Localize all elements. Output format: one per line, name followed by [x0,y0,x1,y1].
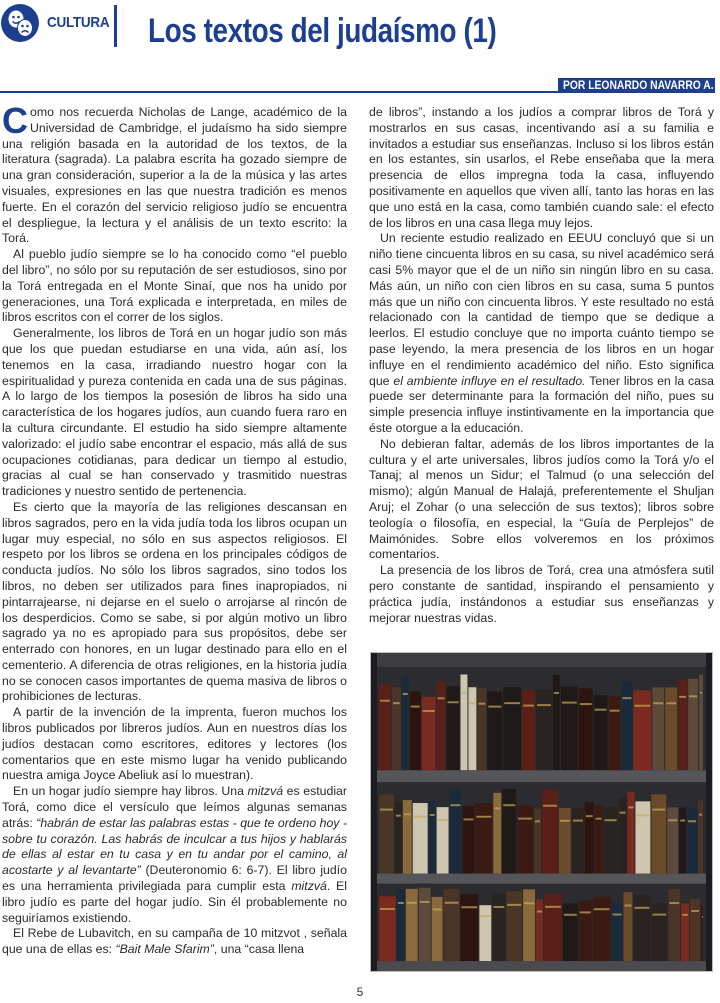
bookshelf-photo [370,652,713,972]
book-spine-gilding [448,701,459,703]
book-spine [665,687,677,770]
book-spine [536,690,552,771]
book-spine-gilding [478,703,485,705]
book-spine-gilding [493,906,504,908]
page-header [0,0,720,60]
book-spine-gilding [461,906,477,908]
book-spine [542,790,558,874]
book-spine [559,808,571,874]
book-spine-gilding [494,807,500,809]
book-spine-gilding [423,710,435,712]
book-spine-gilding [476,816,491,818]
book-spine-gilding [545,906,561,908]
book-spine-gilding [636,814,649,816]
book-spine-gilding [445,902,459,904]
book-spine-gilding [518,818,532,820]
book-spine [468,687,476,770]
book-spine [612,903,623,961]
book-spine-gilding [580,911,591,913]
book-spine [633,690,651,770]
book-spine [429,801,436,874]
book-spine-gilding [503,804,515,806]
article-paragraph: No debieran faltar, además de los libros importantes de la cultura y el arte universales, libros judíos como la Torá y/o el Tanaj; al menos un Sidur; el Talmud (o una selección del mismo); algún Manual de Halajá, preferentemente el Shuljan Aruj; el Zohar (o una selección de sus textos); libros sobre teología o filosofía, en especial, la “Guía de Perplejos” de Maimónides. Sobre ellos volveremos en los próximos comentarios. [369,436,714,562]
book-spine [517,805,533,873]
article-paragraph: Un reciente estudio realizado en EEUU concluyó que si un niño tiene cincuenta libros en su casa, su nivel académico será casi 5% mayor que el de un niño sin ningún libro en su casa. Más aún, un niño con cien libros en su casa, suma 5 puntos más que un niño con cincuenta libros. Y este resultado no está relacionado con la cantidad de tiempo que se dedique a leerlos. El estudio concluye que no importa cuánto tiempo se pase leyendo, la mera presencia de los libros en un hogar influye en el rendimiento académico del niño. Esto significa que el ambiente influye en el resultado. Tener libros en la casa puede ser determinante para la formación del niño, pues su simple presencia influye instintivamente en la importancia que éste otorgue a la educación. [369,231,714,435]
book-spine [522,690,535,770]
book-spine-gilding [634,705,650,707]
book-spine-gilding [562,702,577,704]
book-spine-gilding [469,702,475,704]
book-spine [437,681,446,770]
book-spine-gilding [524,902,534,904]
book-spine [698,800,703,873]
book-spine [667,807,678,873]
article-paragraph: Es cierto que la mayoría de las religiones descansan en libros sagrados, pero en la vida judía toda los libros ocupan un lugar muy especial, no sólo en sus aspectos religiosos. El respeto por los libros se ordena en los principales códigos de conducta judíos. No sólo los libros sagrados, sino todos los libros, no deben ser utilizados para fines inapropiados, ni pintarrajearse, ni dejarse en el suelo o arrojarse al rincón de los desperdicios. Como se sabe, si por algún motivo un libro sagrado ya no es apropiado para sus propósitos, debe ser enterrado con honores, en un lugar destinado para ello en el cementerio. A diferencia de otras religiones, en la historia judía no se conocen casos importantes de quema masiva de libros o prohibiciones de lecturas. [2,499,347,704]
book-spine [687,809,697,874]
book-spine-gilding [430,814,435,816]
article-paragraph: El Rebe de Lubavitch, en su campaña de 10 mitzvot , señala que una de ellas es: “Bait Male Sfarim”, una “casa llena [2,926,347,957]
book-spine-gilding [652,914,666,916]
book-spine-gilding [463,818,473,820]
book-spine-gilding [699,814,702,816]
article-paragraph: En un hogar judío siempre hay libros. Una mitzvá es estudiar Torá, como dice el versículo que leímos algunas semanas atrás: “habrán de estar las palabras estas - que te ordeno hoy - sobre tu corazón. Las habrás de inculcar a tus hijos y hablarás de ellas al estar en tu casa y en tu andar por el camino, al acostarte y al levantarte” (Deuteronomio 6: 6-7). El libro judío es una herramienta privilegiada para cumplir esta mitzvá. El libro judío es parte del hogar judío. Sin él probablemente no seguiríamos existiendo. [2,784,348,925]
article-paragraph: Al pueblo judío siempre se lo ha conocido como “el pueblo del libro”, no sólo por su reputación de ser estudiosos, sino por la Torá entregada en el Monte Sinaí, que nos ha unido por generaciones, una Torá explicada e interpretada, en miles de libros escritos con el correr de los siglos. [2,247,347,325]
book-spine [477,688,486,770]
book-spine-gilding [634,907,649,909]
book-spine [406,889,418,961]
header-divider [114,5,117,47]
book-spine [392,687,401,770]
article-column-left [2,100,348,958]
book-spine-gilding [414,816,427,818]
book-spine-gilding [689,695,697,697]
book-spine [460,894,478,961]
book-spine [651,794,666,873]
book-spine [593,897,611,961]
book-spine-gilding [628,806,633,808]
book-spine [397,889,405,961]
book-spine [422,697,436,771]
book-spine-gilding [620,812,626,814]
book-spine-gilding [537,704,551,706]
book-spine [479,905,491,961]
book-spine [444,889,460,961]
book-spine-gilding [700,692,702,694]
book-spine-gilding [625,905,632,907]
book-spine-gilding [380,700,390,702]
book-spine [395,802,402,874]
book-spine [553,675,560,770]
article-paragraph: La presencia de los libros de Torá, crea una atmósfera sutil pero constante de santidad, inspirando el pensamiento y práctica judía, instándonos a estudiar sus enseñanzas y mejorar nuestras vidas. [369,563,714,625]
book-spine-gilding [403,693,408,695]
article-paragraph: Como nos recuerda Nicholas de Lange, académico de la Universidad de Cambridge, el judaísmo ha sido siempre una religión basada en la autoridad de los textos, de la literatura (sagrada). La palabra escrita ha gozado siempre de una gran consideración, superior a la de la música y las artes visuales, expresiones en las que nuestra tradición es menos fuerte. En el corazón del servicio religioso judío se encuentra el despliegue, la lectura y el análisis de un texto escrito: la Torá. [2,100,347,246]
book-spine [447,686,460,770]
book-spine-gilding [507,904,521,906]
book-spine [402,676,409,770]
book-spine-gilding [605,819,617,821]
book-spine-gilding [610,710,620,712]
page-title: Los textos del judaísmo (1) [148,12,497,50]
book-spine [379,896,396,961]
book-spine [379,794,394,873]
book-spine-gilding [420,901,430,903]
book-spine [652,687,664,770]
book-spine [699,675,703,770]
section-label: CULTURA [47,14,110,31]
book-spine-gilding [560,820,570,822]
book-spine-gilding [702,916,703,918]
book-spine-gilding [680,820,685,822]
book-spine [536,899,543,961]
book-spine-gilding [554,692,559,694]
book-spine [413,803,428,874]
book-spine [475,803,492,874]
book-spine [594,695,608,770]
book-spine [651,903,667,961]
book-spine-gilding [537,911,542,913]
book-spine [502,789,516,874]
article-column-right [369,105,714,626]
book-spine-gilding [668,819,677,821]
book-spine-gilding [573,820,583,822]
book-spine [690,899,700,961]
book-spine [506,891,522,961]
book-spine [432,897,443,961]
book-spine [609,696,621,770]
book-spine-gilding [380,809,393,811]
book-spine-gilding [679,696,686,698]
author-byline [558,78,715,93]
book-spine [604,807,618,873]
article-paragraph: A partir de la invención de la imprenta, fueron muchos los libros publicados por libreros judíos. Aun en nuestros días los judíos destacan como escritores, editores y lectores (los comentarios que en este mismo lugar ha venido publicando nuestra amiga Joyce Abeliuk así lo muestran). [2,705,347,783]
book-spine [523,889,535,961]
book-spine [688,679,698,770]
book-spine [579,901,592,962]
article-paragraph: de libros”, instando a los judíos a comprar libros de Torá y mostrarlos en sus casas, incentivando así a su familia e invitados a estudiar sus enseñanzas. Incluso si los libros están en los estantes, sin usarlos, el Rebe enseñaba que la mera presencia de ellos impregna toda la casa, influyendo positivamente en aquellos que viven allí, tanto las horas en las que uno está en la casa, como también cuando sale: el efecto de los libros en una casa llega muy lejos. [369,105,714,230]
book-spine-gilding [398,902,404,904]
book-spine-gilding [652,809,665,811]
book-spine-gilding [380,908,395,910]
book-spine-gilding [613,914,622,916]
book-spine-gilding [688,820,696,822]
book-spine-gilding [504,702,520,704]
book-spine-gilding [596,818,602,820]
book-spine [379,684,391,770]
book-spine-gilding [523,705,534,707]
book-spine [403,800,412,874]
book-spine-gilding [564,914,577,916]
book-spine-gilding [480,915,490,917]
book-spine [572,808,584,874]
book-spine-gilding [691,910,699,912]
book-spine [633,895,650,961]
book-spine-gilding [535,820,540,822]
book-spine-gilding [543,805,557,807]
book-spine-gilding [623,697,632,699]
book-spine [410,691,421,770]
author-byline-text: POR LEONARDO NAVARRO A. [563,78,714,92]
book-spine [701,906,703,961]
theater-masks-icon [1,4,39,42]
book-spine [678,680,687,771]
book-spine [563,903,578,961]
book-spine-gilding [438,697,445,699]
book-spine-gilding [653,702,663,704]
article-paragraph: Generalmente, los libros de Torá en un hogar judío son más que los que puedan estudiarse en una vida, aún así, los tenemos en la casa, irradiando nuestro hogar con la espiritualidad y pureza contenida en cada una de sus páginas. A lo largo de los tiempos la posesión de libros ha sido una característica de los hogares judíos, aun cuando fuera raro en la cultura circundante. El estudio ha sido siempre altamente valorizado: el judío sabe encontrar el espacio, más allá de sus ocupaciones cotidianas, para dedicar un tiempo al estudio, gracias al cual se han conservado y trasmitido nuestras tradiciones y nuestro sentido de pertenencia. [2,326,347,499]
book-spine [462,806,474,873]
book-spine [585,802,594,873]
book-spine-gilding [682,914,688,916]
book-spine-gilding [404,813,411,815]
book-spine [450,789,462,874]
book-spine [460,674,467,770]
book-spine-gilding [594,908,610,910]
book-spine-gilding [396,815,401,817]
book-spine [544,894,562,961]
book-spine [622,681,633,770]
book-spine-gilding [580,703,592,705]
book-spine-gilding [666,702,676,704]
book-spine-gilding [586,815,593,817]
book-spine [534,809,541,874]
drop-cap: C [2,100,28,141]
book-spine [561,687,578,771]
page-number: 5 [356,985,364,999]
book-spine-gilding [438,819,448,821]
book-spine [668,889,680,961]
book-spine [627,792,634,874]
book-spine-gilding [451,804,461,806]
book-spine-gilding [411,706,420,708]
book-spine-gilding [669,902,679,904]
book-spine-gilding [393,702,400,704]
book-spine [487,691,502,770]
book-spine [619,798,627,874]
book-spine [493,793,501,874]
book-spine [437,807,449,873]
book-spine [679,808,686,874]
book-spine-gilding [488,706,501,708]
book-spine [635,801,650,873]
book-spine-gilding [433,908,442,910]
book-spine [503,687,521,770]
book-spine-gilding [595,709,607,711]
book-spine [624,892,633,961]
book-spine [419,888,431,961]
book-spine [579,688,593,770]
book-spine [492,894,505,961]
book-spine-gilding [461,692,466,694]
book-spine-gilding [407,902,417,904]
book-spine [681,903,689,961]
book-spine [595,805,603,873]
